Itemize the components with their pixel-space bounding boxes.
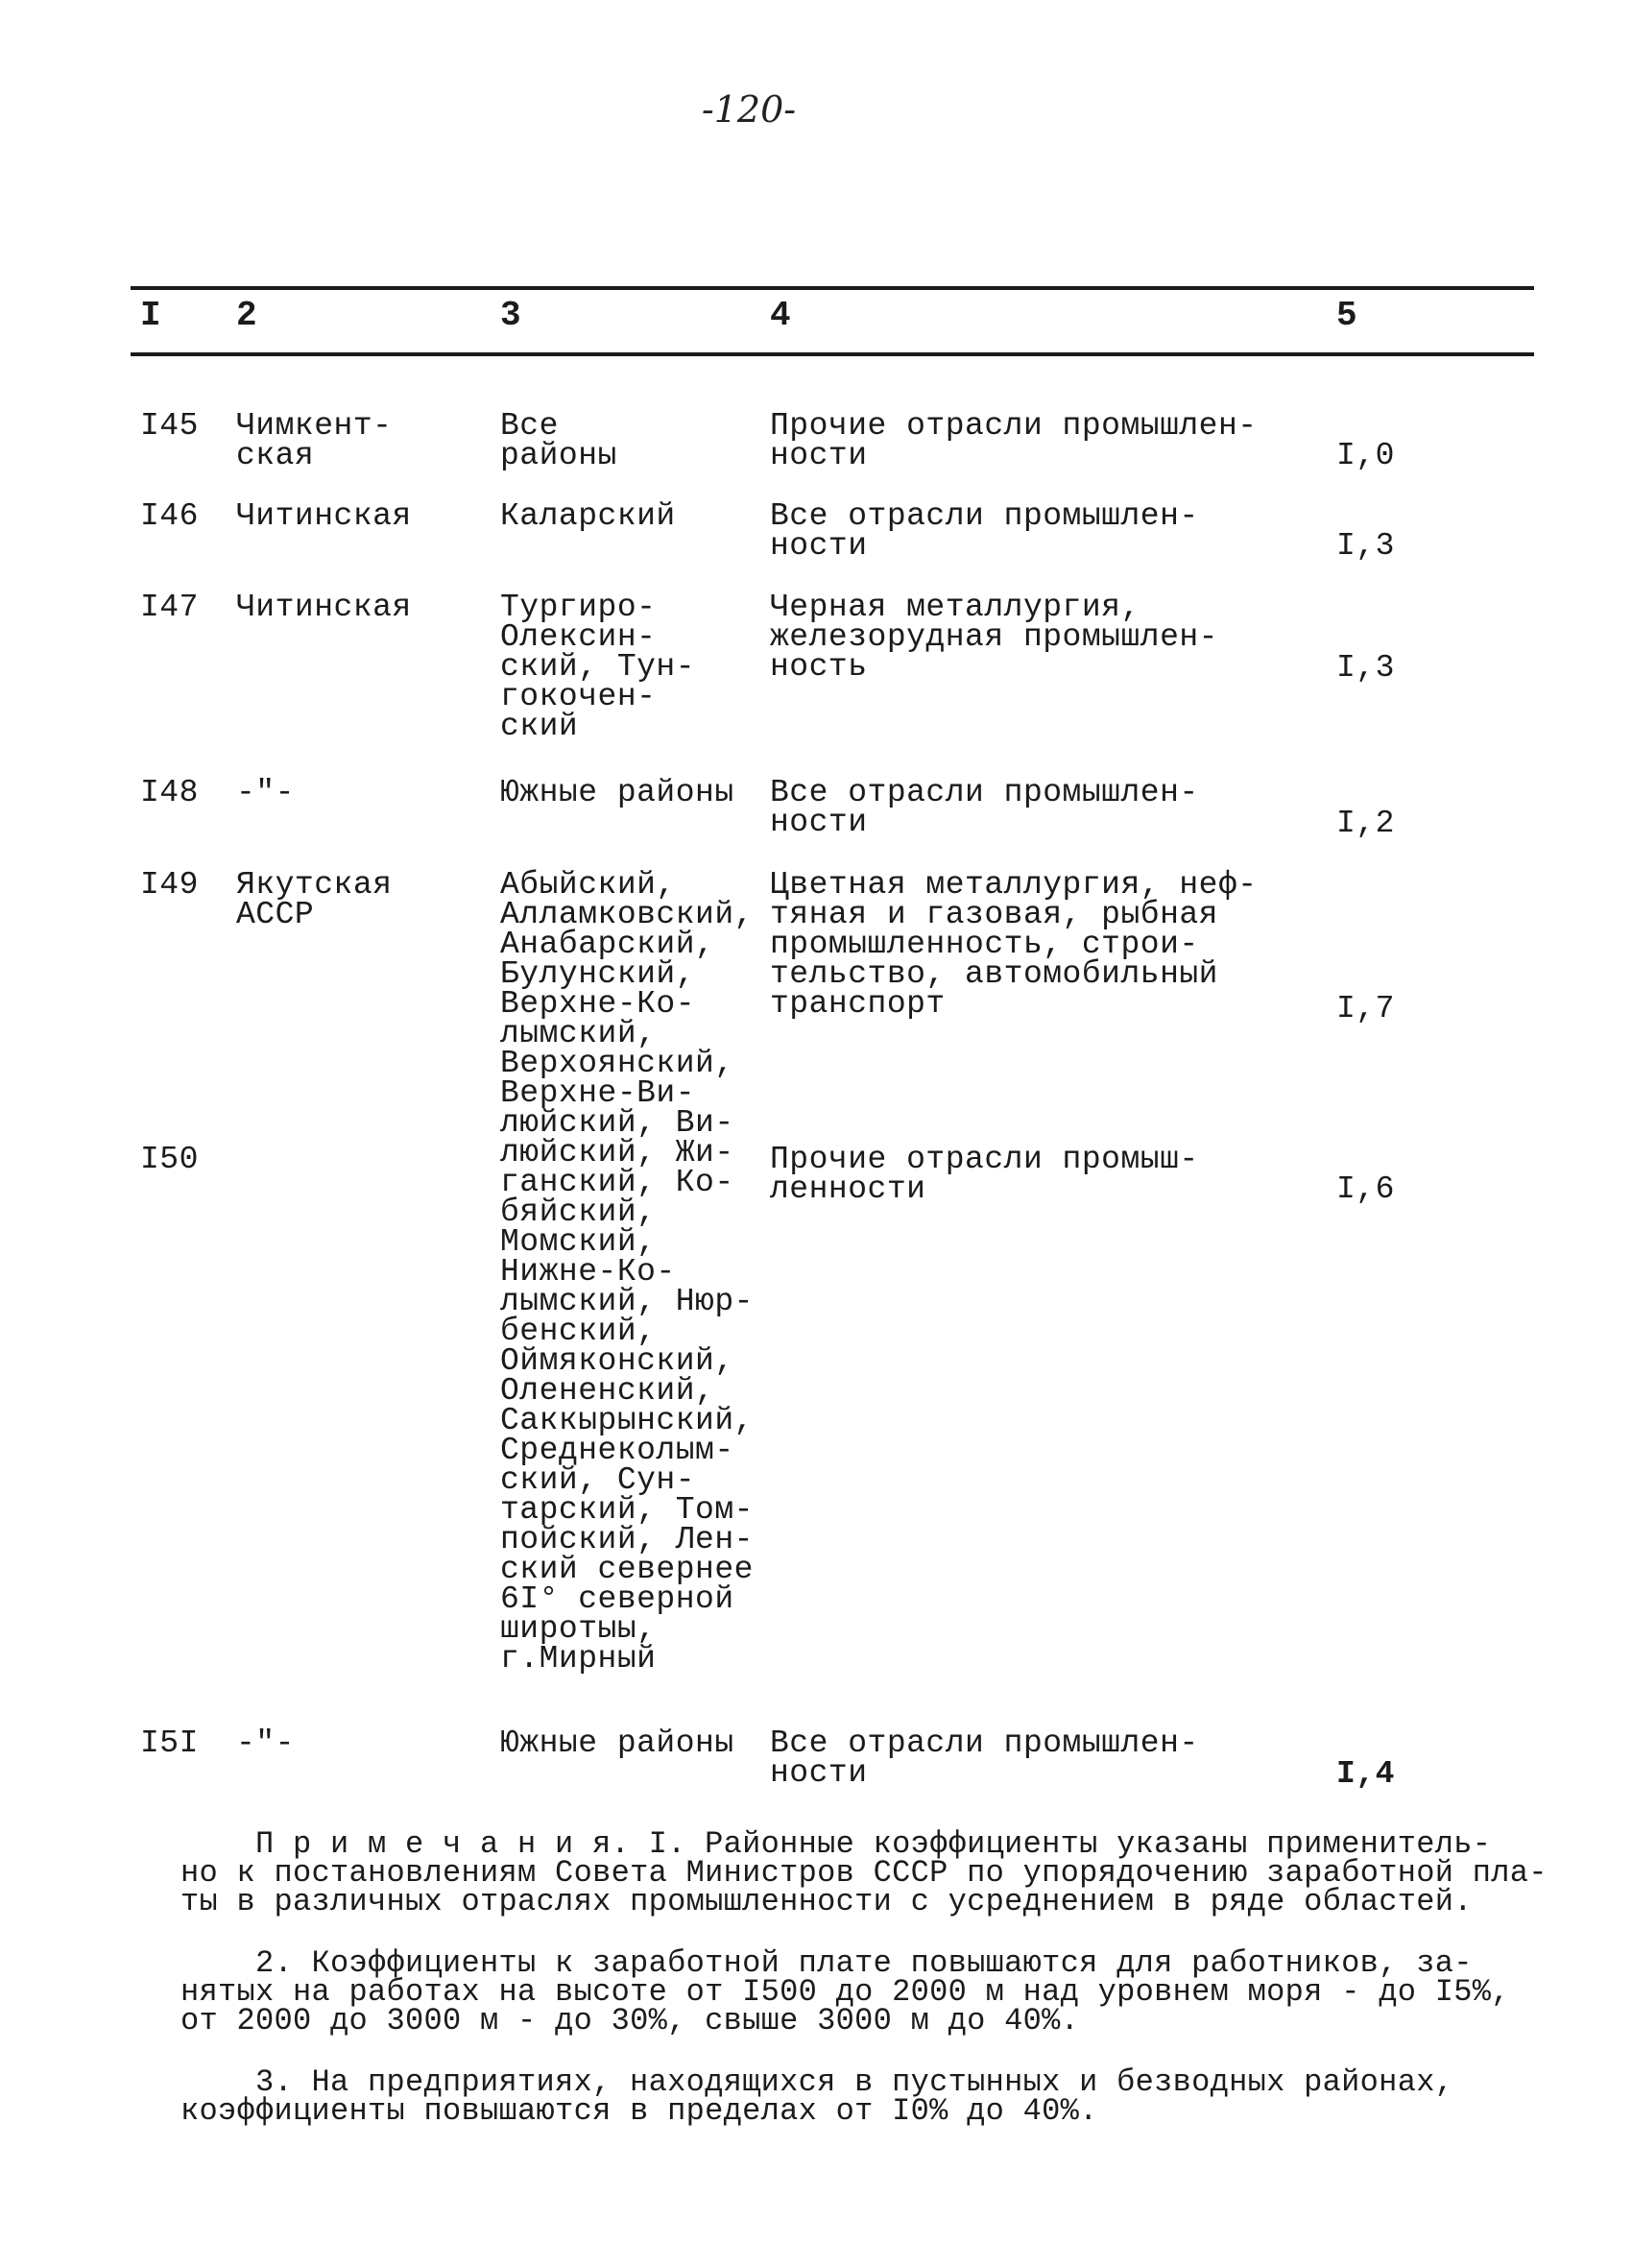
page-number: -120-	[701, 88, 797, 131]
coefficient-cell: I,6	[1336, 1171, 1395, 1207]
note-line: но к постановлениям Совета Министров СССР по упорядочению заработной пла-	[180, 1855, 1548, 1891]
coefficient-cell: I,0	[1336, 438, 1395, 473]
industries-cell: Черная металлургия, железорудная промышлен- ность	[770, 590, 1218, 685]
column-header-5: 5	[1336, 296, 1357, 335]
region-cell: Читинская	[236, 590, 412, 625]
region-cell: Читинская	[236, 498, 412, 534]
column-header-4: 4	[770, 296, 791, 335]
row-number: I49	[140, 867, 199, 903]
row-number: I50	[140, 1142, 199, 1177]
note-3	[180, 2064, 1524, 2129]
row-number: I48	[140, 775, 199, 810]
note-line: 3. На предприятиях, находящихся в пустынных и безводных районах,	[255, 2064, 1454, 2100]
coefficient-cell: I,3	[1336, 528, 1395, 564]
districts-cell: Южные районы	[500, 775, 734, 810]
note-1	[180, 1826, 1548, 1919]
industries-cell: Все отрасли промышлен- ности	[770, 498, 1199, 564]
column-header-1: I	[140, 296, 161, 335]
districts-cell: Южные районы	[500, 1725, 734, 1761]
note-line: от 2000 до 3000 м - до 30%, свыше 3000 м до 40%.	[180, 2003, 1080, 2039]
table-header-rule	[131, 352, 1534, 356]
region-cell: Чимкент- ская	[236, 408, 393, 473]
region-cell: Якутская АССР	[236, 867, 393, 932]
note-line: коэффициенты повышаются в пределах от I0% до 40%.	[180, 2093, 1098, 2129]
row-number: I45	[140, 408, 199, 444]
districts-cell: Каларский	[500, 498, 676, 534]
column-header-2: 2	[236, 296, 257, 335]
column-header-3: 3	[500, 296, 521, 335]
coefficient-cell: I,2	[1336, 806, 1395, 841]
row-number: I5I	[140, 1725, 199, 1761]
note-line: ты в различных отраслях промышленности с усреднением в ряде областей.	[180, 1884, 1473, 1919]
coefficient-cell: I,7	[1336, 991, 1395, 1026]
note-2	[180, 1945, 1524, 2039]
districts-cell: Все районы	[500, 408, 617, 473]
table-top-rule	[131, 286, 1534, 290]
row-number: I47	[140, 590, 199, 625]
row-number: I46	[140, 498, 199, 534]
industries-cell: Все отрасли промышлен- ности	[770, 775, 1199, 840]
coefficient-cell: I,3	[1336, 650, 1395, 686]
districts-cell: Абыйский, Алламковский, Анабарский, Булунский, Верхне-Ко- лымский, Верхоянский, Верхне-Ви- люйский, Ви- люйский, Жи- ганский, Ко- бяйский, Момский, Нижне-Ко- лымский, Нюр- бенский, Оймяконский, Олененский, Саккырынский, Среднеколым- ский, Сун- тарский, Том- пойский, Лен- ский севернее 6I° северной широтыы, г.Мирный	[500, 867, 754, 1677]
industries-cell: Прочие отрасли промышлен- ности	[770, 408, 1258, 473]
industries-cell: Цветная металлургия, неф- тяная и газовая, рыбная промышленность, строи- тельство, автомобильный транспорт	[770, 867, 1258, 1022]
note-line: П р и м е ч а н и я. I. Районные коэффициенты указаны применитель-	[255, 1826, 1492, 1862]
note-line: 2. Коэффициенты к заработной плате повышаются для работников, за-	[255, 1945, 1473, 1981]
industries-cell: Все отрасли промышлен- ности	[770, 1725, 1199, 1791]
region-cell: -"-	[236, 1725, 295, 1761]
region-cell: -"-	[236, 775, 295, 810]
districts-cell: Тургиро- Олексин- ский, Тун- гокочен- ский	[500, 590, 696, 744]
industries-cell: Прочие отрасли промыш- ленности	[770, 1142, 1199, 1207]
note-line: нятых на работах на высоте от I500 до 2000 м над уровнем моря - до I5%,	[180, 1974, 1510, 2010]
coefficient-cell: I,4	[1336, 1756, 1395, 1792]
